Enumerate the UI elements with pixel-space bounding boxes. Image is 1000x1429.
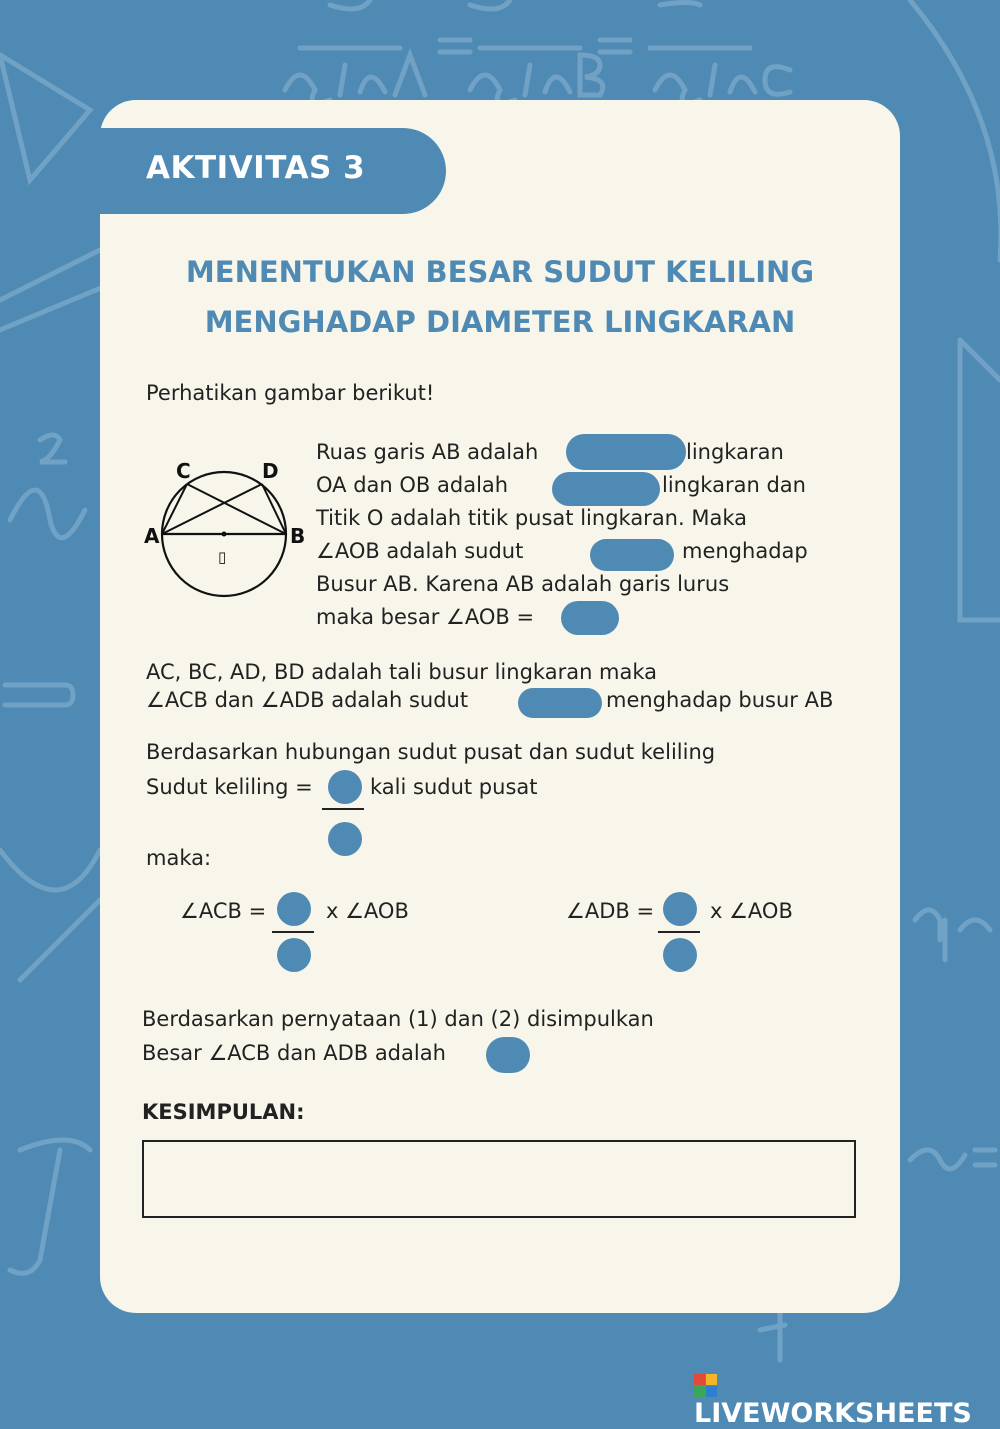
p1-line3: Titik O adalah titik pusat lingkaran. Maka — [316, 506, 747, 530]
blank-fraction-denominator[interactable] — [328, 822, 362, 856]
eq-acb-label: ∠ACB = — [180, 899, 267, 923]
blank-adb-denominator[interactable] — [663, 938, 697, 972]
activity-label: AKTIVITAS 3 — [146, 150, 366, 186]
p1-line1a: Ruas garis AB adalah — [316, 440, 539, 464]
eq-acb-tail: x ∠AOB — [326, 899, 409, 923]
maka-text: maka: — [146, 846, 212, 870]
instruction-text: Perhatikan gambar berikut! — [146, 381, 435, 405]
p3-line2b: kali sudut pusat — [370, 775, 538, 799]
eq-adb-fraction-bar — [658, 931, 700, 933]
kesimpulan-label: KESIMPULAN: — [142, 1100, 305, 1124]
worksheet-title-line2: MENGHADAP DIAMETER LINGKARAN — [204, 305, 796, 339]
conclusion-line1: Berdasarkan pernyataan (1) dan (2) disimpulkan — [142, 1007, 654, 1031]
p2-line1: AC, BC, AD, BD adalah tali busur lingkaran maka — [146, 660, 658, 684]
blank-aob-value[interactable] — [561, 601, 619, 635]
p3-line1: Berdasarkan hubungan sudut pusat dan sudut keliling — [146, 740, 716, 764]
chord-ad — [162, 484, 262, 534]
blank-adb-numerator[interactable] — [663, 892, 697, 926]
label-c: C — [176, 459, 191, 483]
liveworksheets-wordmark: LIVEWORKSHEETS — [694, 1398, 972, 1429]
p3-line2a: Sudut keliling = — [146, 775, 313, 799]
p1-line4b: menghadap — [682, 539, 808, 563]
p1-line2a: OA dan OB adalah — [316, 473, 509, 497]
label-d: D — [262, 459, 279, 483]
fraction-bar — [322, 808, 364, 810]
kesimpulan-answer-box[interactable] — [142, 1140, 856, 1218]
eq-acb-fraction-bar — [272, 931, 314, 933]
label-b: B — [290, 524, 306, 548]
circle-diagram — [140, 450, 306, 610]
worksheet-title-line1: MENENTUKAN BESAR SUDUT KELILING — [185, 255, 815, 289]
p1-line6: maka besar ∠AOB = — [316, 605, 535, 629]
blank-conclusion-angle[interactable] — [486, 1037, 530, 1073]
blank-radius[interactable] — [552, 472, 660, 506]
p2-line2b: menghadap busur AB — [606, 688, 834, 712]
p1-line4a: ∠AOB adalah sudut — [316, 539, 524, 563]
p1-line2b: lingkaran dan — [662, 473, 806, 497]
p1-line5: Busur AB. Karena AB adalah garis lurus — [316, 572, 730, 596]
blank-acb-denominator[interactable] — [277, 938, 311, 972]
blank-fraction-numerator[interactable] — [328, 770, 362, 804]
label-o: ▯ — [218, 548, 227, 566]
liveworksheets-logo — [694, 1374, 1000, 1429]
label-a: A — [144, 524, 160, 548]
chord-ac — [162, 484, 187, 534]
chord-bc — [187, 484, 286, 534]
blank-diameter[interactable] — [566, 434, 686, 470]
conclusion-line2: Besar ∠ACB dan ADB adalah — [142, 1041, 446, 1065]
p1-line1b: lingkaran — [686, 440, 784, 464]
chord-bd — [262, 484, 286, 534]
eq-adb-tail: x ∠AOB — [710, 899, 793, 923]
p2-line2a: ∠ACB dan ∠ADB adalah sudut — [146, 688, 469, 712]
center-point — [222, 532, 227, 537]
blank-acb-numerator[interactable] — [277, 892, 311, 926]
liveworksheets-mark-icon — [694, 1374, 718, 1398]
blank-inscribed[interactable] — [518, 688, 602, 718]
eq-adb-label: ∠ADB = — [566, 899, 655, 923]
blank-angle-type[interactable] — [590, 539, 674, 571]
